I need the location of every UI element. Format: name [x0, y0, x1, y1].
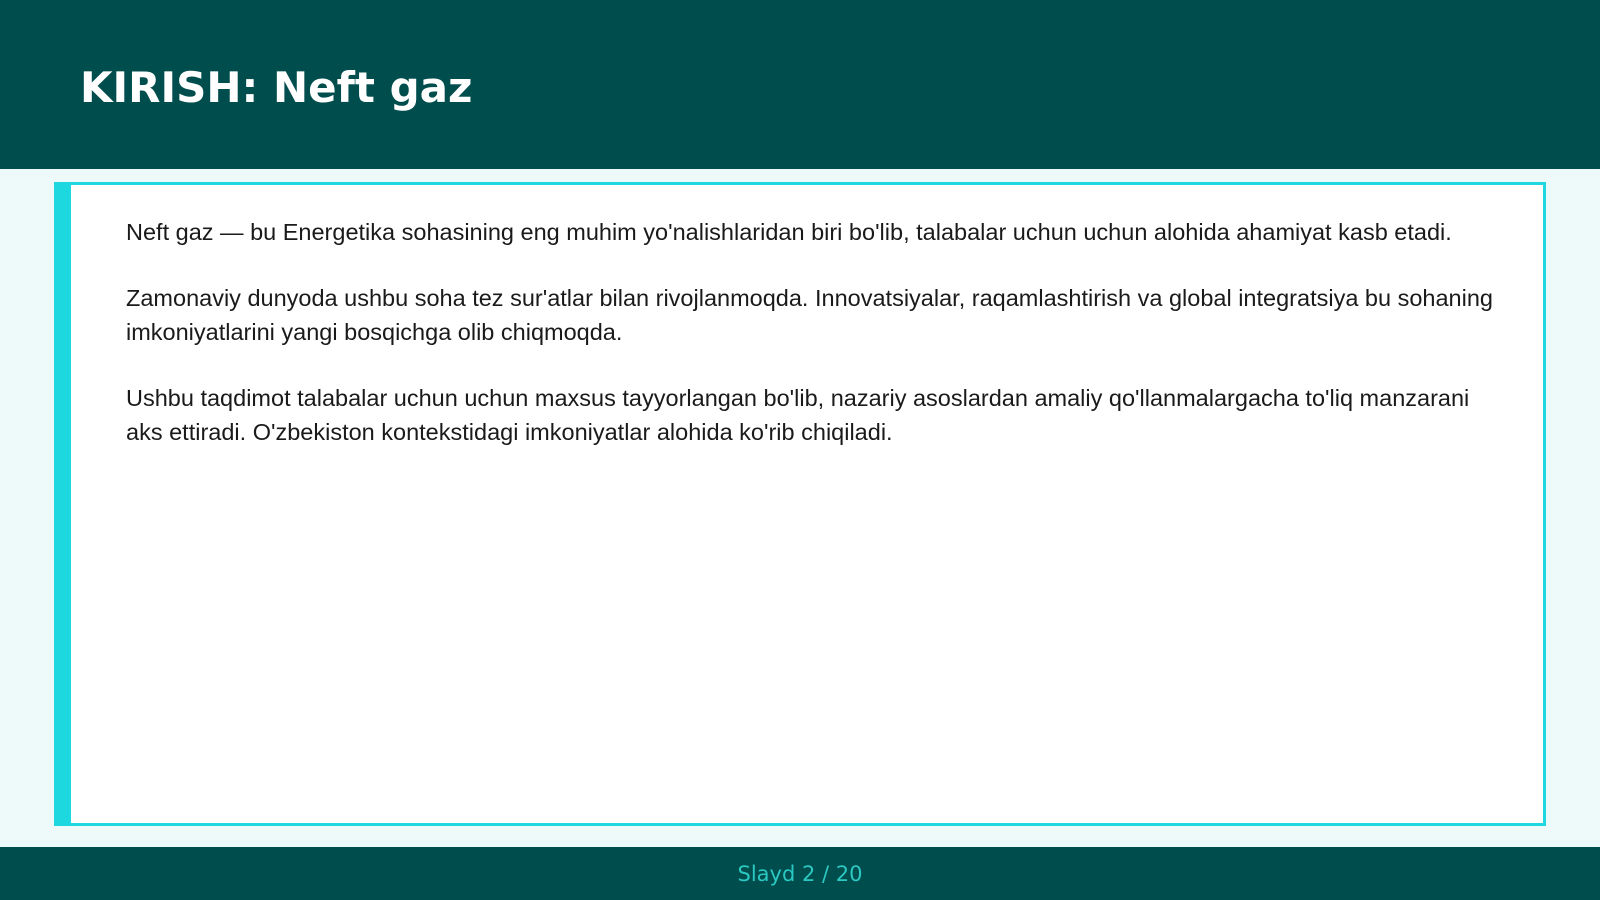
paragraph-modern-world: Zamonaviy dunyoda ushbu soha tez sur'atlar bilan rivojlanmoqda. Innovatsiyalar, raqamlashtirish va global integratsiya bu sohaning imkoniyatlarini yangi bosqichga olib chiqmoqda.: [126, 285, 1493, 345]
slide-footer: [0, 847, 1600, 900]
paragraph-intro: Neft gaz — bu Energetika sohasining eng muhim yo'nalishlaridan biri bo'lib, talabalar uchun uchun alohida ahamiyat kasb etadi.: [126, 219, 1452, 245]
paragraph-presentation-purpose: Ushbu taqdimot talabalar uchun uchun maxsus tayyorlangan bo'lib, nazariy asoslardan amaliy qo'llanmalargacha to'liq manzarani aks ettiradi. O'zbekiston kontekstidagi imkoniyatlar alohida ko'rib chiqiladi.: [126, 385, 1470, 445]
content-box: [54, 182, 1546, 826]
slide-title: KIRISH: Neft gaz: [80, 63, 473, 112]
content-text: [126, 215, 1506, 481]
slide-header: [0, 0, 1600, 169]
slide-number: Slayd 2 / 20: [737, 862, 863, 886]
